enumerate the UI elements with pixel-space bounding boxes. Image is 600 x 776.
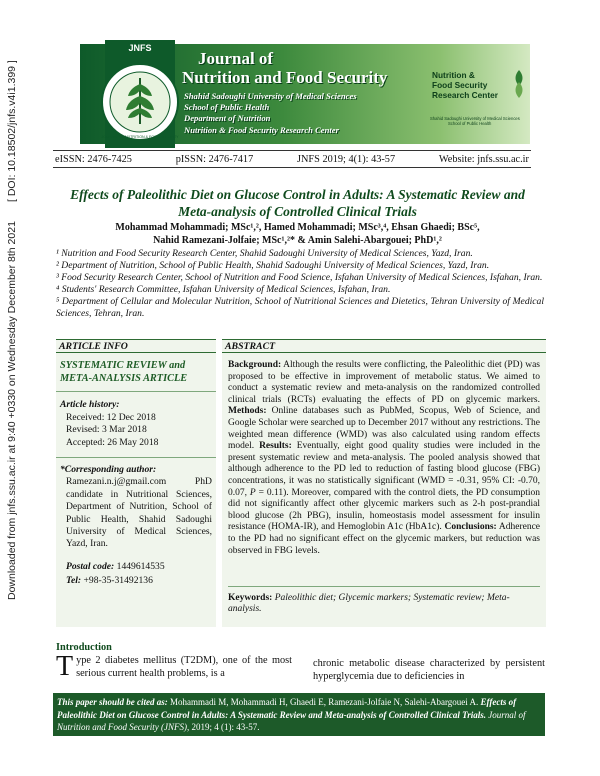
history-label: Article history: bbox=[60, 399, 120, 410]
affiliation-line: Shahid Sadoughi University of Medical Sciences bbox=[184, 91, 357, 101]
pissn: pISSN: 2476-7417 bbox=[175, 153, 254, 165]
intro-column-left bbox=[56, 651, 292, 682]
methods-label: Methods: bbox=[228, 406, 267, 417]
citation-authors: Mohammadi M, Mohammadi H, Ghaedi E, Ramezani-Jolfaie N, Salehi-Abargouei A. bbox=[170, 697, 479, 707]
affiliation-item: ⁵ Department of Cellular and Molecular Nutrition, School of Nutritional Sciences and Dietetics, Tehran University of Medical Sciences, Tehran, Iran. bbox=[56, 296, 544, 319]
logo-ring-text: JOURNAL OF NUTRITION & FOOD SECURITY bbox=[101, 135, 179, 139]
intro-column-right: chronic metabolic disease characterized by persistent hyperglycemia due to deficiencies in bbox=[313, 658, 545, 682]
doi-stamp-text: [ DOI: 10.18502/jnfs.v4i1.399 ] bbox=[6, 60, 18, 202]
download-stamp bbox=[3, 60, 21, 600]
citation-title: Effects of Paleolithic Diet on Glucose Control in Adults: A Systematic Review and Meta-analysis of Controlled Clinical Trials. bbox=[57, 697, 517, 720]
affiliation-line: School of Public Health bbox=[184, 102, 270, 113]
journal-logo-icon bbox=[95, 40, 185, 148]
introduction-heading: Introduction bbox=[56, 642, 112, 653]
background-label: Background: bbox=[228, 360, 282, 370]
article-info-panel bbox=[56, 339, 216, 627]
journal-affiliation bbox=[184, 91, 434, 136]
affiliation-line: Nutrition & Food Security Research Center bbox=[184, 124, 339, 135]
results-text-cont: = 0.11). Moreover, compared with the control diets, the PD consumption did not significantly affect other glycemic markers such as 2-h post-prandial blood glucose (2h PBG), insulin, homeostasis model assessment for insulin resistance (HOMA-IR), and Hemoglobin A1c (HbA1c). bbox=[228, 487, 541, 533]
research-center-name: Nutrition & Food Security Research Center bbox=[432, 70, 498, 100]
journal-title bbox=[182, 49, 432, 87]
citation-journal: Journal of Nutrition and Food Security (JNFS), bbox=[57, 709, 526, 732]
research-center-logo-icon bbox=[510, 68, 528, 102]
logo-top-text: JNFS bbox=[128, 43, 152, 53]
corresponding-author bbox=[56, 458, 216, 594]
affiliation-item: ² Department of Nutrition, School of Public Health, Shahid Sadoughi University of Medical Sciences, Yazd, Iran. bbox=[56, 260, 490, 271]
research-center-subtitle: Shahid Sadoughi University of Medical Sciences School of Public Health bbox=[430, 116, 520, 126]
abstract-heading: ABSTRACT bbox=[222, 339, 546, 353]
results-label: Results: bbox=[259, 441, 292, 452]
article-title: Effects of Paleolithic Diet on Glucose Control in Adults: A Systematic Review and Meta-analysis of Controlled Clinical Trials bbox=[70, 187, 525, 219]
journal-title-line2: Nutrition and Food Security bbox=[182, 68, 388, 87]
postal-code: Postal code: 1449614535 bbox=[66, 560, 165, 572]
authors-line1: Mohammad Mohammadi; MSc¹,², Hamed Mohammadi; MSc³,⁴, Ehsan Ghaedi; BSc⁵, bbox=[115, 222, 480, 233]
affiliation-item: ¹ Nutrition and Food Security Research Center, Shahid Sadoughi University of Medical Sciences, Yazd, Iran. bbox=[56, 248, 473, 259]
journal-title-line1: Journal of bbox=[198, 49, 274, 68]
keywords bbox=[228, 586, 540, 616]
corr-label: *Corresponding author: bbox=[60, 464, 157, 475]
website-link[interactable]: Website: jnfs.ssu.ac.ir bbox=[438, 153, 529, 165]
authors-line2: Nahid Ramezani-Jolfaie; MSc¹,²* & Amin Salehi-Abargouei; PhD¹,² bbox=[153, 234, 442, 246]
citation-label: This paper should be cited as: bbox=[57, 697, 168, 707]
abstract-body bbox=[222, 353, 546, 557]
conclusions-text: Adherence to the PD had no significant effect on the glycemic markers, but reduction was observed in FBG levels. bbox=[228, 522, 540, 556]
affiliation-item: ⁴ Students' Research Committee, Isfahan University of Medical Sciences, Isfahan, Iran. bbox=[56, 284, 391, 295]
research-center-block bbox=[430, 70, 526, 126]
conclusions-label: Conclusions: bbox=[444, 522, 497, 533]
drop-cap: T bbox=[56, 651, 74, 682]
issn-bar bbox=[53, 150, 531, 168]
affiliation-item: ³ Food Security Research Center, School of Nutrition and Food Science, Isfahan University of Medical Sciences, Isfahan, Iran. bbox=[56, 272, 543, 283]
article-type: SYSTEMATIC REVIEW and META-ANALYSIS ARTICLE bbox=[56, 353, 216, 392]
author-list bbox=[60, 222, 535, 247]
article-history bbox=[56, 392, 216, 458]
p-value-letter: P bbox=[249, 487, 256, 498]
keywords-text: Paleolithic diet; Glycemic markers; Systematic review; Meta-analysis. bbox=[228, 592, 510, 615]
results-text: Eventually, eight good quality studies were included in the present systematic review and meta-analysis. The pooled analysis showed that although adherence to the PD led to reduction of fasting blood glucose (FBG) concentrations, it was no statistically significant (WMD = -0.31, 95% CI: -0.70, 0.07, bbox=[228, 441, 541, 498]
telephone: Tel: +98-35-31492136 bbox=[66, 575, 153, 587]
keywords-label: Keywords: bbox=[228, 592, 273, 603]
issue-info: JNFS 2019; 4(1): 43-57 bbox=[296, 153, 396, 165]
background-text: Although the results were conflicting, the Paleolithic diet (PD) was proposed to be effective in improvement of metabolic status. We aimed to conduct a systematic review and meta-analysis on the randomized controlled clinical trials (RCTs) evaluating the effects of PD on glycemic markers. bbox=[228, 360, 540, 405]
methods-text: Online databases such as PubMed, Scopus, Web of Science, and Google Scholar were searched up to December 2017 without any restrictions. The weighted mean difference (WMD) was also calculated using random effects model. bbox=[228, 406, 540, 452]
citation-ref: 2019; 4 (1): 43-57. bbox=[191, 722, 260, 732]
intro-left-text: ype 2 diabetes mellitus (T2DM), one of the most serious current health problems, is a bbox=[76, 655, 292, 679]
received-date: Received: 12 Dec 2018 bbox=[66, 411, 156, 423]
eissn: eISSN: 2476-7425 bbox=[55, 153, 132, 165]
citation-box bbox=[53, 693, 545, 736]
accepted-date: Accepted: 26 May 2018 bbox=[66, 436, 159, 448]
abstract-panel bbox=[222, 339, 546, 627]
corr-body: Ramezani.n.j@gmail.com PhD candidate in Nutritional Sciences, Department of Nutrition, School of Public Health, Shahid Sadoughi University of Medical Sciences, Yazd, Iran. bbox=[66, 476, 212, 550]
download-stamp-text: Downloaded from jnfs.ssu.ac.ir at 9:40 +0330 on Wednesday December 8th 2021 bbox=[6, 221, 18, 600]
revised-date: Revised: 3 Mar 2018 bbox=[66, 424, 147, 435]
affiliation-line: Department of Nutrition bbox=[184, 113, 271, 124]
affiliations bbox=[56, 248, 544, 320]
article-info-heading: ARTICLE INFO bbox=[56, 339, 216, 353]
